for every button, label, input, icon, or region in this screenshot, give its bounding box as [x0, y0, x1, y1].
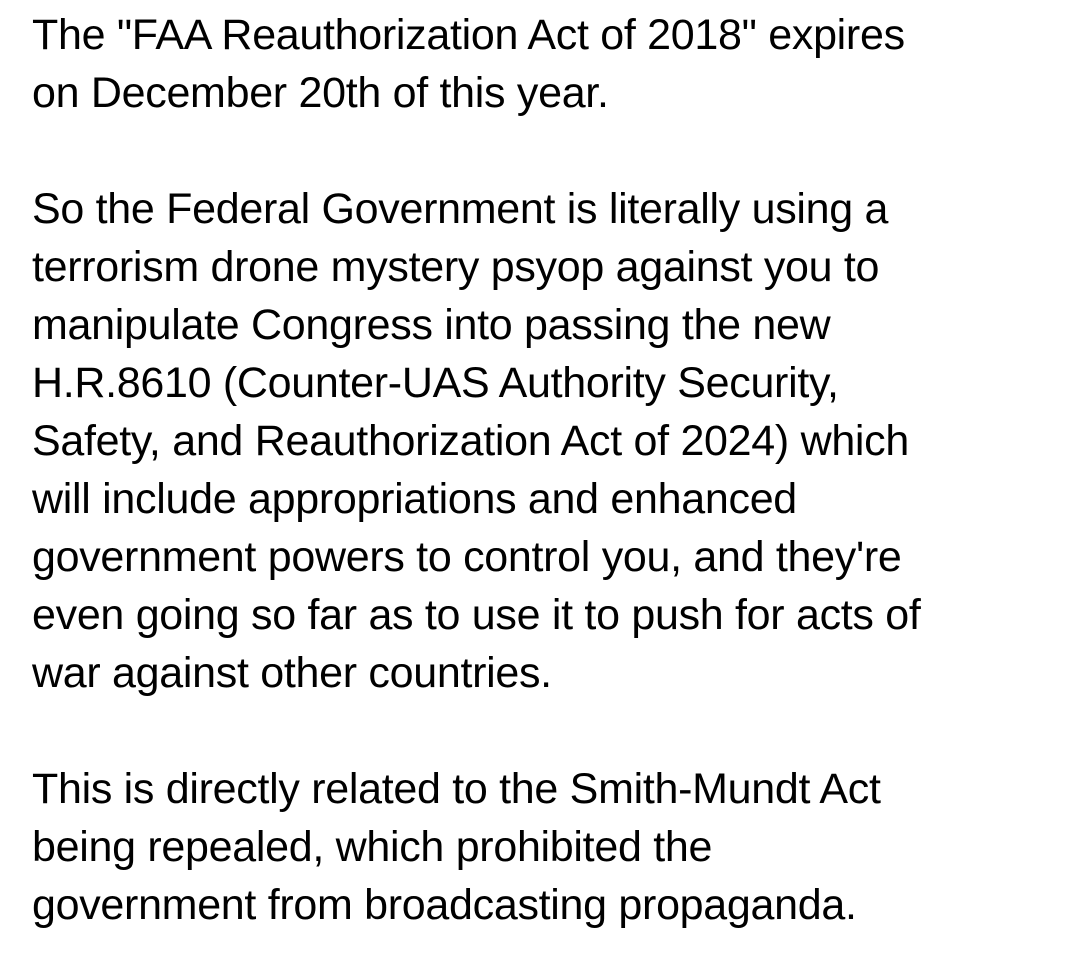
text-line: So the Federal Government is literally using a: [32, 185, 889, 233]
text-line: even going so far as to use it to push for acts of: [32, 591, 921, 639]
paragraph-smith-mundt: [32, 760, 1058, 934]
text-line: terrorism drone mystery psyop against you to: [32, 243, 880, 291]
text-line: H.R.8610 (Counter-UAS Authority Security,: [32, 359, 839, 407]
paragraph-spacer: [32, 122, 1058, 180]
text-line: government from broadcasting propaganda.: [32, 881, 857, 929]
text-line: This is directly related to the Smith-Mundt Act: [32, 765, 881, 813]
text-line: war against other countries.: [32, 649, 552, 697]
paragraph-faa-expiry: [32, 6, 1058, 122]
text-line: on December 20th of this year.: [32, 69, 609, 117]
text-line: Safety, and Reauthorization Act of 2024) which: [32, 417, 910, 465]
paragraph-hr8610: [32, 180, 1058, 702]
paragraph-spacer: [32, 702, 1058, 760]
text-line: The "FAA Reauthorization Act of 2018" expires: [32, 11, 905, 59]
text-line: government powers to control you, and they're: [32, 533, 902, 581]
text-line: will include appropriations and enhanced: [32, 475, 797, 523]
text-line: being repealed, which prohibited the: [32, 823, 713, 871]
text-line: manipulate Congress into passing the new: [32, 301, 831, 349]
